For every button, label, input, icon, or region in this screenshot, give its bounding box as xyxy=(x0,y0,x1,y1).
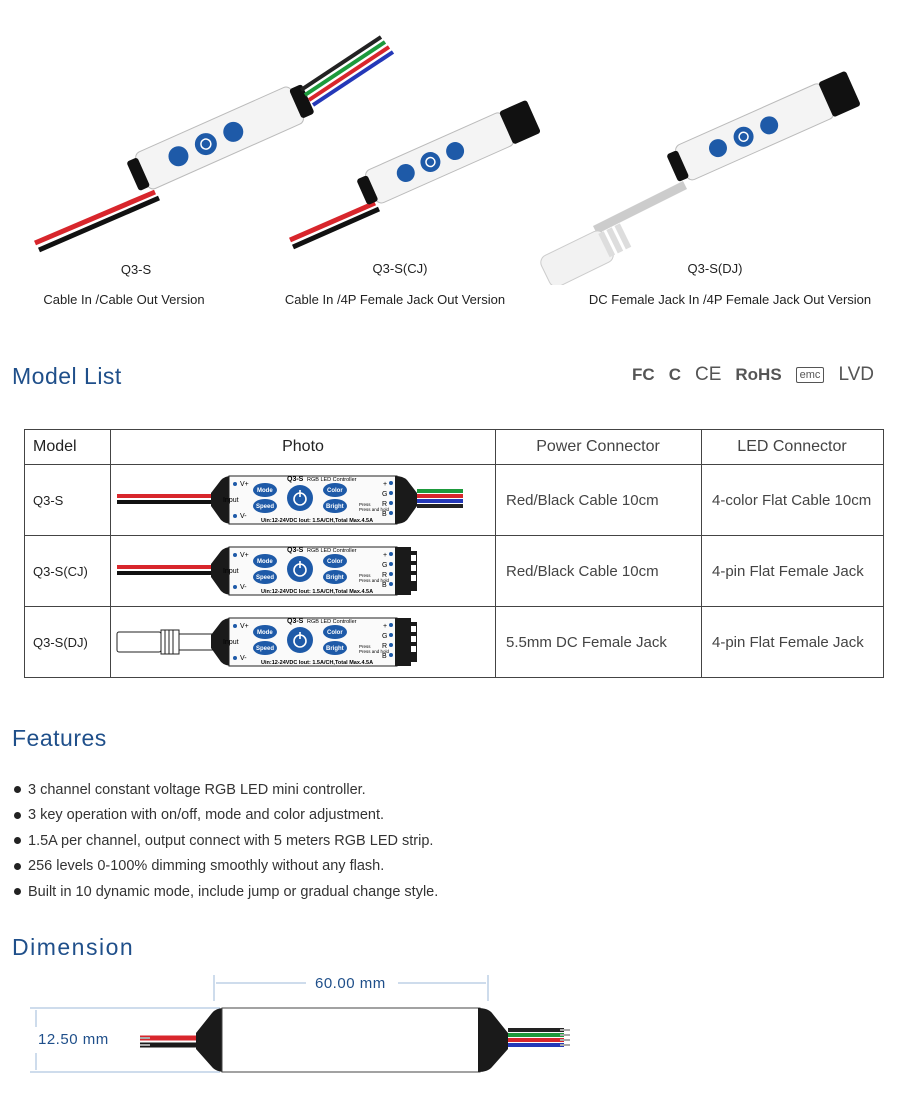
svg-text:B: B xyxy=(382,511,387,518)
emc-logo: emc xyxy=(796,367,825,383)
svg-text:G: G xyxy=(382,562,388,569)
list-item: 256 levels 0-100% dimming smoothly without any flash. xyxy=(14,854,438,880)
row-photo xyxy=(111,465,496,536)
table-row xyxy=(25,607,884,678)
svg-text:RGB LED Controller: RGB LED Controller xyxy=(307,477,357,483)
bullet-icon xyxy=(14,837,21,844)
bullet-icon xyxy=(14,888,21,895)
svg-text:R: R xyxy=(382,643,388,650)
svg-text:Bright: Bright xyxy=(326,504,344,510)
svg-text:Color: Color xyxy=(327,488,343,494)
row-power-connector: Red/Black Cable 10cm xyxy=(496,465,702,536)
svg-text:+: + xyxy=(383,552,388,559)
row-led-connector: 4-pin Flat Female Jack xyxy=(702,536,884,607)
header-power-connector: Power Connector xyxy=(496,430,702,465)
svg-text:Input: Input xyxy=(223,639,239,646)
svg-text:Uin:12-24VDC Iout: 1.5A/CH,To: Uin:12-24VDC Iout: 1.5A/CH,Total Max.4.5A xyxy=(261,660,374,666)
bullet-icon xyxy=(14,863,21,870)
device-photo-q3-s-dj xyxy=(111,608,495,676)
svg-text:G: G xyxy=(382,633,388,640)
lvd-logo: LVD xyxy=(838,364,874,385)
row-model-name: Q3-S(CJ) xyxy=(25,536,111,607)
dimension-title: Dimension xyxy=(12,934,135,960)
svg-text:Press: Press xyxy=(359,573,371,578)
product-model-q3-s-dj: Q3-S(DJ) xyxy=(687,261,743,276)
product-version-q3-s-cj: Cable In /4P Female Jack Out Version xyxy=(284,292,506,307)
svg-text:Press and hold: Press and hold xyxy=(359,578,390,583)
svg-text:Mode: Mode xyxy=(257,630,273,636)
svg-text:Input: Input xyxy=(223,568,239,575)
svg-text:R: R xyxy=(382,501,388,508)
row-model-name: Q3-S(DJ) xyxy=(25,607,111,678)
svg-text:R: R xyxy=(382,572,388,579)
product-version-q3-s-dj: DC Female Jack In /4P Female Jack Out Version xyxy=(588,292,872,307)
svg-text:Press: Press xyxy=(359,502,371,507)
dimension-width-label: 12.50 mm xyxy=(38,1031,109,1048)
svg-text:Uin:12-24VDC Iout: 1.5A/CH,To: Uin:12-24VDC Iout: 1.5A/CH,Total Max.4.5A xyxy=(261,518,374,524)
model-list-title: Model List xyxy=(12,363,122,389)
dimension-length-label: 60.00 mm xyxy=(315,975,386,992)
rohs-logo: RoHS xyxy=(735,365,782,384)
row-led-connector: 4-pin Flat Female Jack xyxy=(702,607,884,678)
svg-text:V-: V- xyxy=(240,584,247,591)
svg-text:Q3-S: Q3-S xyxy=(287,547,304,554)
product-model-q3-s-cj: Q3-S(CJ) xyxy=(372,261,428,276)
svg-text:Input: Input xyxy=(223,497,239,504)
dimension-drawing xyxy=(0,965,900,1113)
svg-text:Speed: Speed xyxy=(256,504,275,510)
svg-text:V+: V+ xyxy=(240,552,249,559)
svg-text:Bright: Bright xyxy=(326,575,344,581)
row-power-connector: 5.5mm DC Female Jack xyxy=(496,607,702,678)
svg-text:Q3-S: Q3-S xyxy=(287,476,304,483)
list-item: 1.5A per channel, output connect with 5 meters RGB LED strip. xyxy=(14,828,438,854)
svg-text:Press and hold: Press and hold xyxy=(359,507,390,512)
fcc-logo: FC xyxy=(632,365,655,384)
list-item: 3 channel constant voltage RGB LED mini controller. xyxy=(14,777,438,803)
bullet-icon xyxy=(14,786,21,793)
header-model: Model xyxy=(25,430,111,465)
svg-text:Press and hold: Press and hold xyxy=(359,649,390,654)
svg-text:V-: V- xyxy=(240,655,247,662)
c-tick-logo: C xyxy=(668,365,681,384)
bullet-icon xyxy=(14,812,21,819)
svg-text:Press: Press xyxy=(359,644,371,649)
svg-text:V-: V- xyxy=(240,513,247,520)
svg-text:Color: Color xyxy=(327,559,343,565)
list-item: Built in 10 dynamic mode, include jump or gradual change style. xyxy=(14,879,438,905)
svg-text:Mode: Mode xyxy=(257,559,273,565)
svg-text:RGB LED Controller: RGB LED Controller xyxy=(307,619,357,625)
svg-text:B: B xyxy=(382,582,387,589)
svg-text:RGB LED Controller: RGB LED Controller xyxy=(307,548,357,554)
certification-logos xyxy=(632,364,874,386)
row-photo xyxy=(111,607,496,678)
table-header-row xyxy=(25,430,884,465)
svg-text:G: G xyxy=(382,491,388,498)
svg-text:Color: Color xyxy=(327,630,343,636)
ce-logo: CE xyxy=(694,364,722,385)
svg-text:Speed: Speed xyxy=(256,646,275,652)
svg-text:Uin:12-24VDC Iout: 1.5A/CH,To: Uin:12-24VDC Iout: 1.5A/CH,Total Max.4.5A xyxy=(261,589,374,595)
product-image-q3-s-dj xyxy=(535,65,875,285)
table-row xyxy=(25,536,884,607)
device-photo-q3-s xyxy=(111,466,495,534)
svg-text:+: + xyxy=(383,623,388,630)
features-list xyxy=(14,777,438,905)
row-photo xyxy=(111,536,496,607)
svg-text:Mode: Mode xyxy=(257,488,273,494)
table-row xyxy=(25,465,884,536)
model-list-table xyxy=(24,429,884,678)
row-led-connector: 4-color Flat Cable 10cm xyxy=(702,465,884,536)
product-image-q3-s-cj xyxy=(285,70,565,260)
svg-text:B: B xyxy=(382,653,387,660)
product-version-q3-s: Cable In /Cable Out Version xyxy=(43,292,205,307)
svg-text:Bright: Bright xyxy=(326,646,344,652)
product-model-q3-s: Q3-S xyxy=(120,262,152,277)
features-title: Features xyxy=(12,725,107,751)
row-power-connector: Red/Black Cable 10cm xyxy=(496,536,702,607)
svg-text:Q3-S: Q3-S xyxy=(287,618,304,625)
device-photo-q3-s-cj xyxy=(111,537,495,605)
list-item: 3 key operation with on/off, mode and color adjustment. xyxy=(14,803,438,829)
svg-text:V+: V+ xyxy=(240,623,249,630)
header-led-connector: LED Connector xyxy=(702,430,884,465)
svg-text:V+: V+ xyxy=(240,481,249,488)
header-photo: Photo xyxy=(111,430,496,465)
svg-text:+: + xyxy=(383,481,388,488)
row-model-name: Q3-S xyxy=(25,465,111,536)
svg-text:Speed: Speed xyxy=(256,575,275,581)
